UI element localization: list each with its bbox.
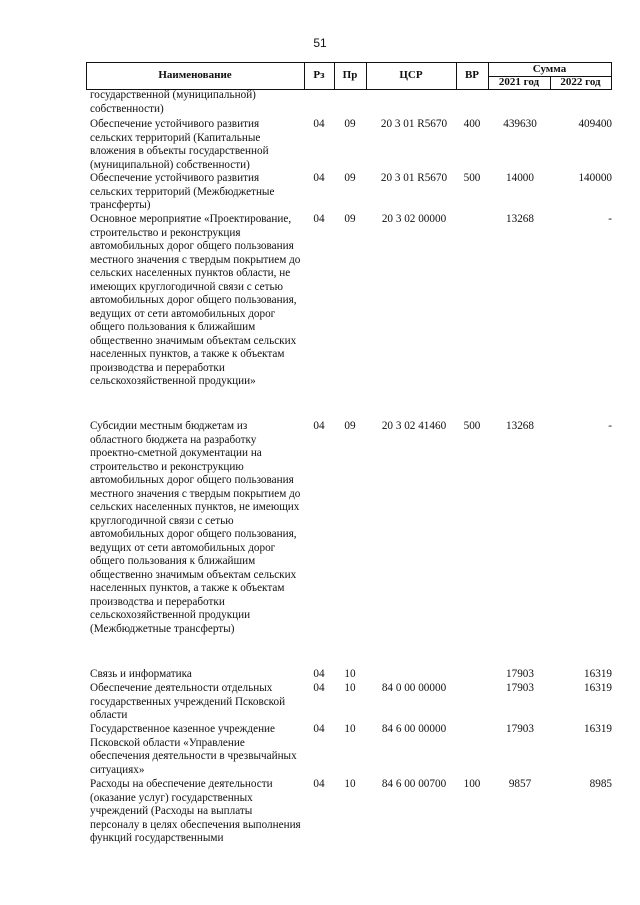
row-vr: 500 [463, 172, 481, 184]
row-vr: 500 [463, 420, 481, 432]
row-rz: 04 [313, 213, 325, 225]
row-sum-2022: 16319 [584, 668, 612, 680]
row-sum-2021: 13268 [506, 420, 534, 432]
row-csr: 84 6 00 00000 [381, 723, 447, 735]
row-name: Связь и информатика [90, 668, 192, 680]
row-csr: 20 3 01 R5670 [380, 172, 448, 184]
row-pr: 10 [344, 778, 356, 790]
row-csr: 84 6 00 00700 [381, 778, 447, 790]
row-csr: 84 0 00 00000 [381, 682, 447, 694]
row-rz: 04 [313, 682, 325, 694]
page-number: 51 [313, 36, 327, 50]
row-name: Государственное казенное учреждение Псковской области «Управление обеспечения деятельности в чрезвычайных ситуациях» [90, 723, 297, 776]
row-rz: 04 [313, 420, 325, 432]
row-sum-2022: 409400 [578, 118, 612, 130]
row-name: Обеспечение устойчивого развития сельских территорий (Межбюджетные трансферты) [90, 172, 275, 211]
header-pr: Пр [342, 69, 358, 81]
header-2021: 2021 год [498, 76, 540, 88]
row-sum-2022: 16319 [584, 723, 612, 735]
row-sum-2021: 17903 [506, 682, 534, 694]
row-sum-2022: 16319 [584, 682, 612, 694]
row-csr: 20 3 01 R5670 [380, 118, 448, 130]
row-name: Субсидии местным бюджетам из областного бюджета на разработку проектно-сметной документации на строительство и реконструкцию автомобильных дорог общего пользования местного значения с твердым покрытием до сельских населенных пунктов, не имеющих круглогодичной связи с сетью автомобильных дорог общего пользования, ведущих от сети автомобильных дорог общего пользования к ближайшим общественно значимым объектам сельских населенных пунктов, а также к объектам производства и переработки сельскохозяйственной продукции (Межбюджетные трансферты) [90, 420, 301, 635]
row-sum-2022: - [608, 213, 612, 225]
row-name: Основное мероприятие «Проектирование, строительство и реконструкция автомобильных дорог общего пользования местного значения с твердым покрытием до сельских населенных пунктов области, не имеющих круглогодичной связи с сетью автомобильных дорог общего пользования, ведущих от сети автомобильных дорог общего пользования к ближайшим общественно значимым объектам сельских населенных пунктов, а также к объектам производства и переработки сельскохозяйственной продукции» [90, 213, 301, 387]
row-pr: 09 [344, 420, 356, 432]
row-rz: 04 [313, 723, 325, 735]
row-pr: 10 [344, 668, 356, 680]
row-sum-2021: 17903 [506, 668, 534, 680]
row-rz: 04 [313, 778, 325, 790]
row-rz: 04 [313, 118, 325, 130]
row-sum-2021: 17903 [506, 723, 534, 735]
table-header [86, 62, 612, 90]
row-sum-2021: 439630 [503, 118, 537, 130]
header-2022: 2022 год [560, 76, 601, 88]
header-name: Наименование [158, 69, 232, 81]
header-rz: Рз [313, 69, 325, 81]
row-name: государственной (муниципальной) собственности) [90, 89, 256, 115]
row-name: Обеспечение устойчивого развития сельских территорий (Капитальные вложения в объекты государственной (муниципальной) собственности) [90, 118, 269, 171]
row-name: Расходы на обеспечение деятельности (оказание услуг) государственных учреждений (Расходы на выплаты персоналу в целях обеспечения выполнения функций государственными [90, 778, 301, 844]
row-sum-2021: 14000 [506, 172, 534, 184]
header-csr: ЦСР [399, 69, 423, 81]
row-sum-2021: 9857 [508, 778, 532, 790]
row-name: Обеспечение деятельности отдельных государственных учреждений Псковской области [90, 682, 286, 721]
row-sum-2022: 8985 [589, 778, 612, 790]
header-sum: Сумма [532, 63, 567, 75]
row-sum-2022: 140000 [578, 172, 612, 184]
row-sum-2022: - [608, 420, 612, 432]
row-vr: 100 [463, 778, 481, 790]
row-pr: 09 [344, 118, 356, 130]
row-csr: 20 3 02 00000 [381, 213, 447, 225]
row-vr: 400 [463, 118, 481, 130]
header-vr: ВР [464, 69, 480, 81]
row-pr: 10 [344, 682, 356, 694]
row-rz: 04 [313, 172, 325, 184]
row-pr: 09 [344, 213, 356, 225]
row-rz: 04 [313, 668, 325, 680]
row-sum-2021: 13268 [506, 213, 534, 225]
row-pr: 09 [344, 172, 356, 184]
row-csr: 20 3 02 41460 [381, 420, 447, 432]
row-pr: 10 [344, 723, 356, 735]
